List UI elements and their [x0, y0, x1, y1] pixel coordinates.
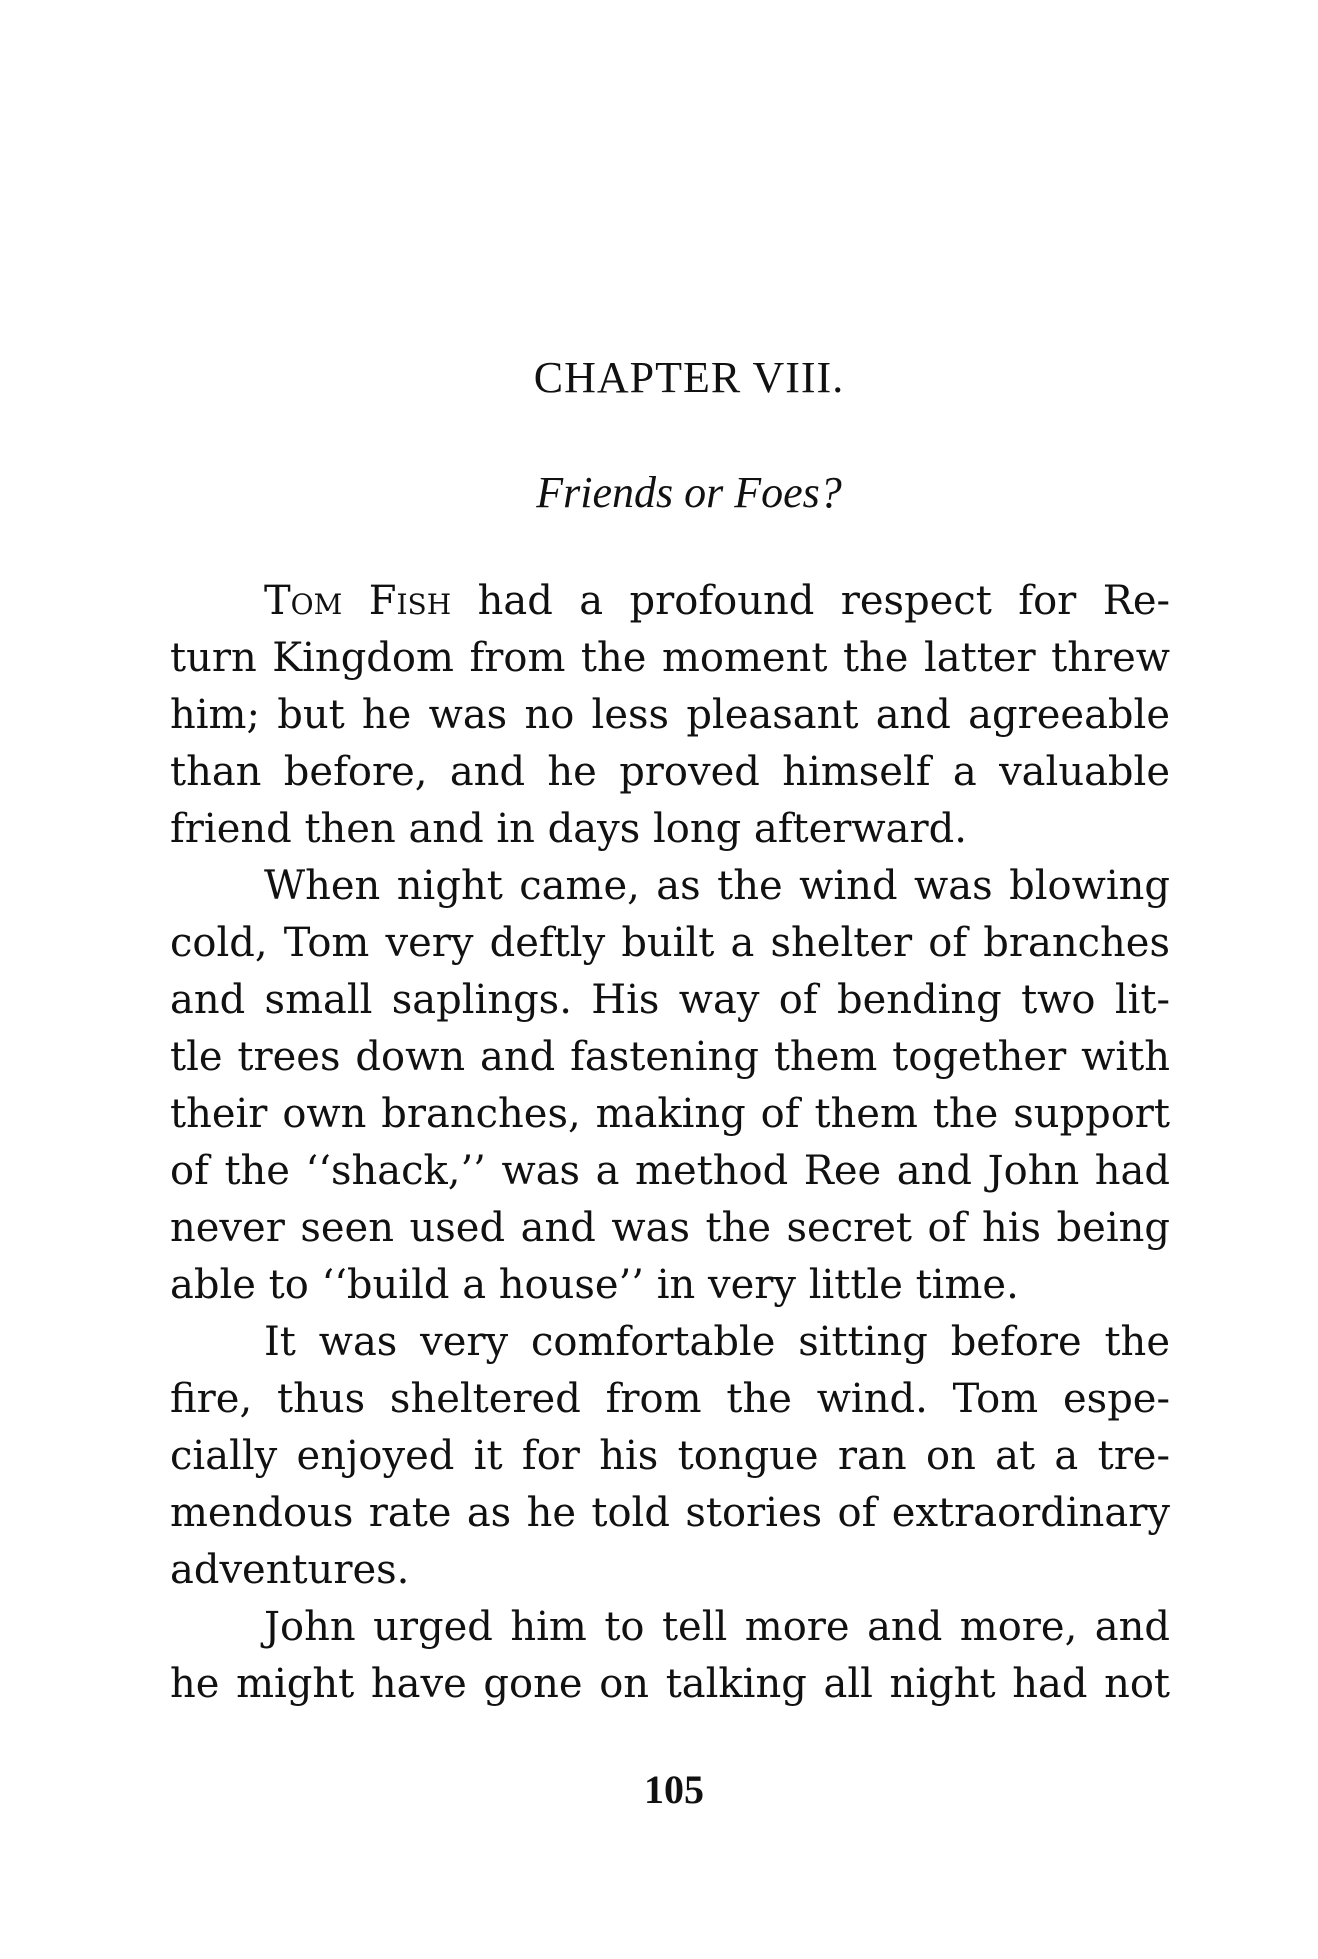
paragraph-4-line: he might have gone on talking all night had not: [170, 1661, 1170, 1707]
paragraph-3-line: cially enjoyed it for his tongue ran on at a tre-: [170, 1433, 1170, 1479]
paragraph-3-line: It was very comfortable sitting before the: [264, 1319, 1170, 1365]
paragraph-1-line-1: [170, 573, 1170, 630]
paragraph-2-line: able to ‘‘build a house’’ in very little time.: [170, 1262, 1019, 1308]
paragraph-2-line: When night came, as the wind was blowing: [264, 863, 1170, 909]
paragraph-2-line: their own branches, making of them the support: [170, 1091, 1170, 1137]
paragraph-1-line: him; but he was no less pleasant and agreeable: [170, 692, 1170, 738]
paragraph-2-line: tle trees down and fastening them together with: [170, 1034, 1170, 1080]
paragraph-2-line: of the ‘‘shack,’’ was a method Ree and John had: [170, 1148, 1170, 1194]
paragraph-3-line: adventures.: [170, 1547, 410, 1593]
body-text: [170, 573, 1170, 1713]
paragraph-1-line-1-rest: had a profound respect for Re-: [451, 578, 1171, 624]
paragraph-3-line: mendous rate as he told stories of extraordinary: [170, 1490, 1170, 1536]
paragraph-1-line: friend then and in days long afterward.: [170, 806, 967, 852]
paragraph-1-line: turn Kingdom from the moment the latter threw: [170, 635, 1170, 681]
chapter-subtitle: Friends or Foes?: [536, 468, 842, 517]
paragraph-4-line: John urged him to tell more and more, and: [264, 1604, 1170, 1650]
character-name-small-caps: Tom Fish: [264, 578, 452, 624]
paragraph-2-line: never seen used and was the secret of his being: [170, 1205, 1170, 1251]
page-number: 105: [644, 1767, 704, 1812]
paragraph-1-line: than before, and he proved himself a valuable: [170, 749, 1170, 795]
paragraph-2-line: and small saplings. His way of bending two lit-: [170, 977, 1170, 1023]
paragraph-2-line: cold, Tom very deftly built a shelter of branches: [170, 920, 1170, 966]
chapter-heading: CHAPTER VIII.: [533, 353, 845, 402]
paragraph-3-line: fire, thus sheltered from the wind. Tom espe-: [170, 1376, 1170, 1422]
